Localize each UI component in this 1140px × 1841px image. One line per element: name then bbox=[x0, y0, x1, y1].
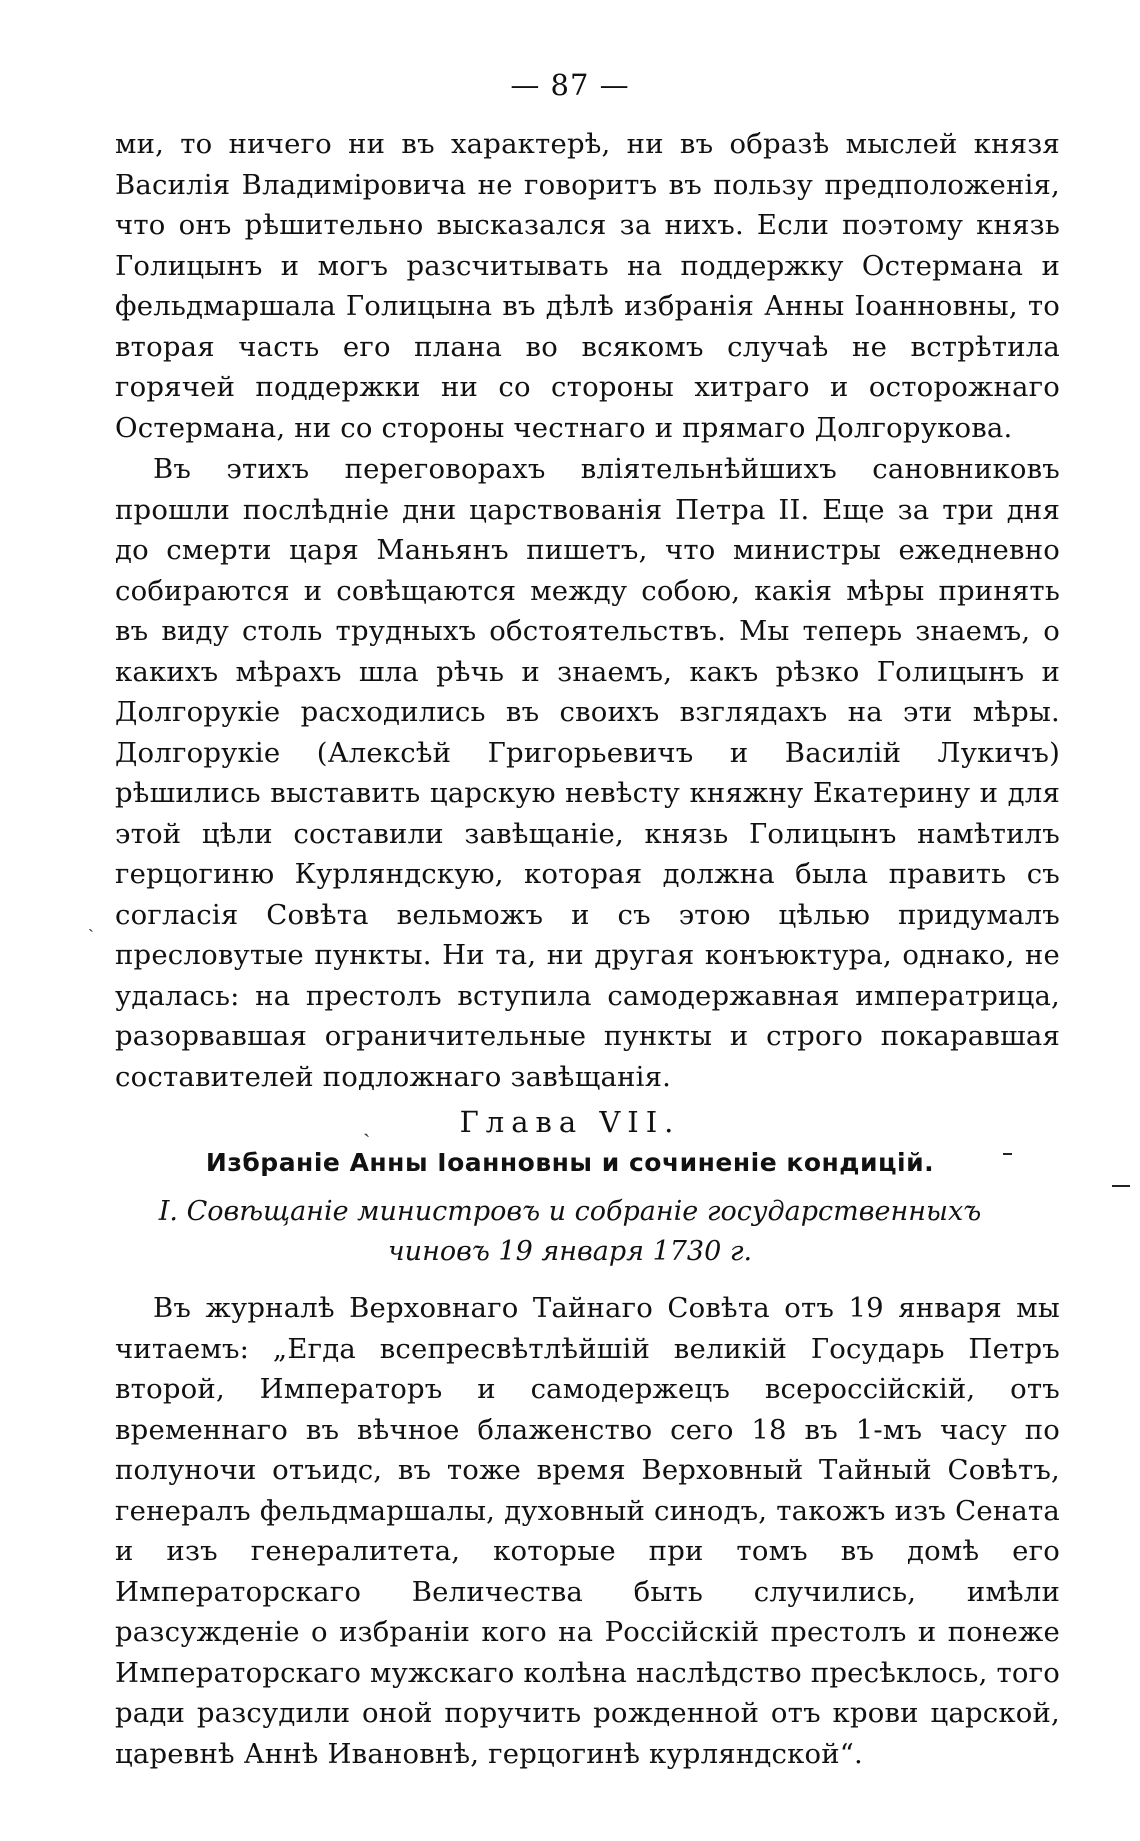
chapter-title: Избраніе Анны Іоанновны и сочиненіе кондицій. bbox=[205, 1148, 935, 1177]
margin-mark: ˎ bbox=[88, 912, 94, 933]
margin-dash-mark bbox=[1003, 1153, 1012, 1155]
paragraph-negotiations: Въ этихъ переговорахъ вліятельнѣйшихъ сановниковъ прошли послѣдніе дни царствованія Петра II. Еще за три дня до смерти царя Маньянъ пишетъ, что министры ежедневно собираются и совѣщаются между собою, какія мѣры принять въ виду столь трудныхъ обстоятельствъ. Мы теперь знаемъ, о какихъ мѣрахъ шла рѣчь и знаемъ, какъ рѣзко Голицынъ и Долгорукіе расходились въ своихъ взглядахъ на эти мѣры. Долгорукіе (Алексѣй Григорьевичъ и Василій Лукичъ) рѣшились выставить царскую невѣсту княжну Екатерину и для этой цѣли составили завѣщаніе, князь Голицынъ намѣтилъ герцогиню Курляндскую, которая должна была править съ согласія Совѣта вельможъ и съ этою цѣлью придумалъ пресловутые пункты. Ни та, ни другая конъюктура, однако, не удалась: на престолъ вступила самодержавная императрица, разорвавшая ограничительные пункты и строго покаравшая составителей подложнаго завѣщанія. bbox=[115, 453, 1060, 1093]
margin-tick-mark: ˏ bbox=[363, 1113, 371, 1138]
chapter-heading: Глава VII. bbox=[459, 1105, 681, 1139]
paragraph-continuation: ми, то ничего ни въ характерѣ, ни въ образѣ мыслей князя Василія Владиміровича не говоритъ въ пользу предположенія, что онъ рѣшительно высказался за нихъ. Если поэтому князь Голицынъ и могъ разсчитывать на поддержку Остермана и фельдмаршала Голицына въ дѣлѣ избранія Анны Іоанновны, то вторая часть его плана во всякомъ случаѣ не встрѣтила горячей поддержки ни со стороны хитраго и осторожнаго Остермана, ни со стороны честнаго и прямаго Долгорукова. bbox=[115, 128, 1060, 444]
section-heading: I. Совѣщаніе министровъ и собраніе государственныхъ чиновъ 19 января 1730 г. bbox=[158, 1196, 982, 1267]
margin-dash-mark-right bbox=[1112, 1185, 1130, 1187]
paragraph-journal-quote: Въ журналѣ Верховнаго Тайнаго Совѣта отъ 19 января мы читаемъ: „Егда всепресвѣтлѣйшій великій Государь Петръ второй, Императоръ и самодержецъ всероссійскій, отъ временнаго въ вѣчное блаженство сего 18 въ 1-мъ часу по полуночи отъидс, въ тоже время Верховный Тайный Совѣтъ, генералъ фельдмаршалы, духовный синодъ, такожъ изъ Сената и изъ генералитета, которые при томъ въ домѣ его Императорскаго Величества быть случились, имѣли разсужденіе о избраніи кого на Россійскій престолъ и понеже Императорскаго мужскаго колѣна наслѣдство пресѣклось, того ради разсудили оной поручить рожденной отъ крови царской, царевнѣ Аннѣ Ивановнѣ, герцогинѣ курляндской“. bbox=[115, 1292, 1060, 1770]
page-number: — 87 — bbox=[510, 68, 630, 102]
